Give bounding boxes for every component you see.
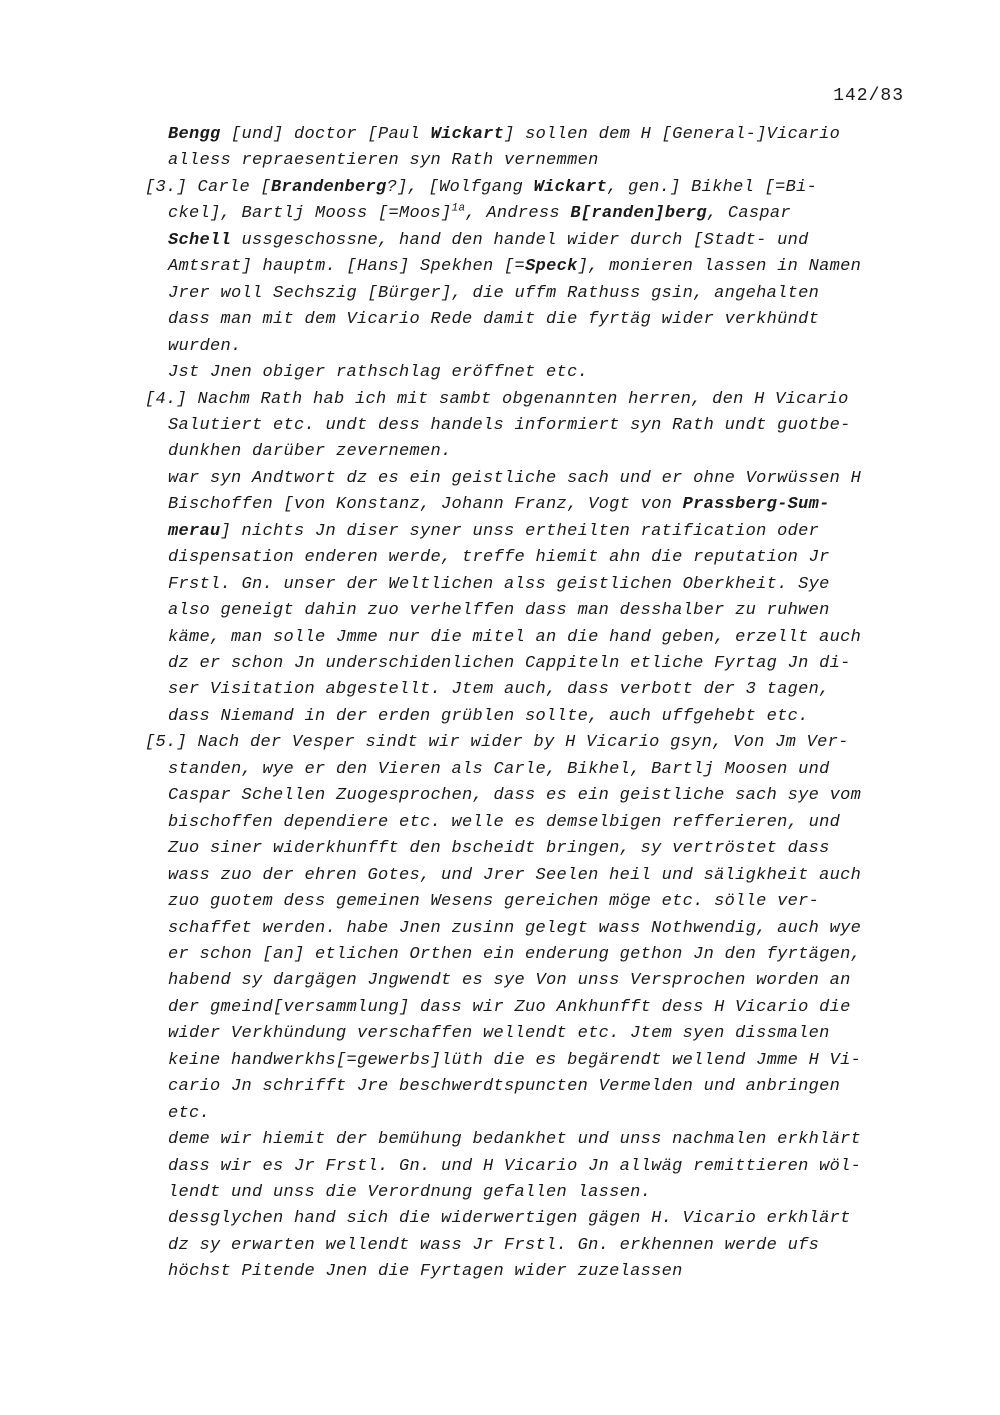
text-line xyxy=(168,492,830,518)
text-segment: alless repraesentieren syn Rath vernemmen xyxy=(168,151,599,171)
bold-name: Bengg xyxy=(168,125,221,144)
text-segment: [und] doctor [Paul xyxy=(220,125,431,144)
text-line xyxy=(168,942,861,968)
bold-name: Wickart xyxy=(533,177,608,197)
text-line xyxy=(168,1074,840,1100)
text-segment: dass wir es Jr Frstl. Gn. und H Vicario Jn allwäg remittieren wöl- xyxy=(168,1156,862,1176)
text-segment: dass Niemand in der erden grüblen sollte, auch uffgehebt etc. xyxy=(168,706,809,726)
text-line xyxy=(168,201,791,227)
text-line xyxy=(168,677,830,703)
text-line xyxy=(145,175,817,201)
text-segment: ], monieren lassen in Namen xyxy=(577,257,862,277)
text-segment: , Andress xyxy=(465,204,571,224)
text-line xyxy=(168,1233,819,1259)
text-segment: , gen.] Bikhel [=Bi- xyxy=(607,177,818,197)
text-segment: Frstl. Gn. unser der Weltlichen alss geistlichen Oberkheit. Sye xyxy=(168,574,830,594)
text-segment: Salutiert etc. undt dess handels informiert syn Rath undt guotbe- xyxy=(168,415,851,435)
text-segment: ] sollen dem H [General-]Vicario xyxy=(504,125,841,144)
text-line xyxy=(168,148,599,174)
text-line xyxy=(168,704,809,730)
text-segment: wass zuo der ehren Gotes, und Jrer Seelen heil und säligkheit auch xyxy=(168,865,862,885)
text-line xyxy=(168,995,851,1021)
text-segment: Jrer woll Sechszig [Bürger], die uffm Rathuss gsin, angehalten xyxy=(168,283,820,303)
text-segment: schaffet werden. habe Jnen zusinn gelegt wass Nothwendig, auch wye xyxy=(168,918,862,938)
text-line xyxy=(168,916,861,942)
page-number: 142/83 xyxy=(833,86,904,106)
text-segment: Jst Jnen obiger rathschlag eröffnet etc. xyxy=(168,363,589,383)
text-segment: ser Visitation abgestellt. Jtem auch, dass verbott der 3 tagen, xyxy=(168,680,830,700)
text-segment: deme wir hiemit der bemühung bedankhet und unss nachmalen erkhlärt xyxy=(168,1130,862,1150)
text-segment: dessglychen hand sich die widerwertigen gägen H. Vicario erkhlärt xyxy=(168,1209,851,1229)
text-line xyxy=(168,572,830,598)
bold-name: Speck xyxy=(525,257,578,277)
text-line xyxy=(145,730,849,756)
text-line xyxy=(168,281,819,307)
text-segment: zuo guotem dess gemeinen Wesens gereichen möge etc. sölle ver- xyxy=(168,892,820,912)
text-line xyxy=(168,439,452,465)
text-line xyxy=(168,651,851,677)
text-line xyxy=(168,413,851,439)
footnote-ref: 1a xyxy=(451,202,466,215)
text-segment: dunkhen darüber zevernemen. xyxy=(168,442,452,462)
bold-name: Brandenberg xyxy=(271,177,387,197)
text-segment: bischoffen dependiere etc. welle es demselbigen refferieren, und xyxy=(168,812,841,832)
text-segment: [4.] Nachm Rath hab ich mit sambt obgenannten herren, den H Vicario xyxy=(145,389,849,409)
text-line xyxy=(168,360,588,386)
bold-name: B[randen]berg xyxy=(570,204,707,224)
text-segment: ckel], Bartlj Mooss [=Moos] xyxy=(168,204,452,224)
text-segment: Amtsrat] hauptm. [Hans] Spekhen [= xyxy=(168,257,526,277)
text-segment: [3.] Carle [ xyxy=(145,177,272,197)
text-segment: also geneigt dahin zuo verhelffen dass man desshalber zu ruhwen xyxy=(168,601,830,621)
text-line xyxy=(168,810,840,836)
text-segment: war syn Andtwort dz es ein geistliche sach und er ohne Vorwüssen H xyxy=(168,468,862,488)
text-segment: dass man mit dem Vicario Rede damit die fyrtäg wider verkhündt xyxy=(168,310,820,330)
text-line xyxy=(168,254,861,280)
text-line xyxy=(168,968,851,994)
text-line xyxy=(168,1180,651,1206)
text-line xyxy=(168,1127,861,1153)
text-segment: standen, wye er den Vieren als Carle, Bikhel, Bartlj Moosen und xyxy=(168,759,830,779)
text-segment: keine handwerkhs[=gewerbs]lüth die es begärendt wellend Jmme H Vi- xyxy=(168,1050,862,1070)
bold-name: Schell xyxy=(168,230,232,250)
text-segment: er schon [an] etlichen Orthen ein enderung gethon Jn den fyrtägen, xyxy=(168,944,862,964)
text-line xyxy=(168,545,830,571)
text-line xyxy=(168,625,861,651)
text-segment: Caspar Schellen Zuogesprochen, dass es ein geistliche sach sye vom xyxy=(168,786,862,806)
text-segment: ] nichts Jn diser syner unss ertheilten ratification oder xyxy=(220,521,820,541)
text-segment: höchst Pitende Jnen die Fyrtagen wider zuzelassen xyxy=(168,1262,683,1282)
text-segment: dz sy erwarten wellendt wass Jr Frstl. Gn. erkhennen werde ufs xyxy=(168,1235,820,1255)
text-line xyxy=(168,228,809,254)
text-segment: etc. xyxy=(168,1103,211,1123)
text-line xyxy=(168,1021,830,1047)
text-segment: ussgeschossne, hand den handel wider durch [Stadt- und xyxy=(231,230,809,250)
text-line xyxy=(168,1259,683,1285)
text-line xyxy=(168,598,830,624)
text-segment: wider Verkhündung verschaffen wellendt etc. Jtem syen dissmalen xyxy=(168,1024,830,1044)
text-line xyxy=(168,783,861,809)
bold-name: Prassberg-Sum- xyxy=(682,495,830,515)
text-line xyxy=(168,757,830,783)
text-line xyxy=(168,863,861,889)
text-segment: [5.] Nach der Vesper sindt wir wider by H Vicario gsyn, Von Jm Ver- xyxy=(145,733,849,753)
text-segment: cario Jn schrifft Jre beschwerdtspuncten Vermelden und anbringen xyxy=(168,1077,841,1097)
text-segment: , Caspar xyxy=(706,204,791,224)
text-segment: lendt und unss die Verordnung gefallen lassen. xyxy=(168,1183,652,1202)
text-line xyxy=(168,466,861,492)
text-line xyxy=(168,1206,851,1232)
text-segment: dz er schon Jn underschidenlichen Cappiteln etliche Fyrtag Jn di- xyxy=(168,654,851,673)
text-segment: Zuo siner widerkhunfft den bscheidt bringen, sy vertröstet dass xyxy=(168,839,830,859)
text-segment: ?], [Wolfgang xyxy=(386,177,534,197)
text-line xyxy=(168,889,819,915)
text-line xyxy=(168,1048,861,1074)
text-line xyxy=(168,334,242,360)
text-segment: käme, man solle Jmme nur die mitel an die hand geben, erzellt auch xyxy=(168,627,862,647)
text-segment: Bischoffen [von Konstanz, Johann Franz, Vogt von xyxy=(168,495,683,515)
text-line xyxy=(168,1101,210,1127)
text-line xyxy=(168,836,830,862)
text-segment: wurden. xyxy=(168,336,242,356)
text-segment: der gmeind[versammlung] dass wir Zuo Ankhunfft dess H Vicario die xyxy=(168,997,851,1017)
bold-name: Wickart xyxy=(430,125,505,144)
text-line xyxy=(168,307,819,333)
text-line xyxy=(145,387,849,413)
text-segment: habend sy dargägen Jngwendt es sye Von unss Versprochen worden an xyxy=(168,971,851,991)
text-line xyxy=(168,122,840,148)
bold-name: merau xyxy=(168,521,221,541)
text-line xyxy=(168,519,819,545)
text-line xyxy=(168,1154,861,1180)
text-segment: dispensation enderen werde, treffe hiemit ahn die reputation Jr xyxy=(168,548,830,568)
